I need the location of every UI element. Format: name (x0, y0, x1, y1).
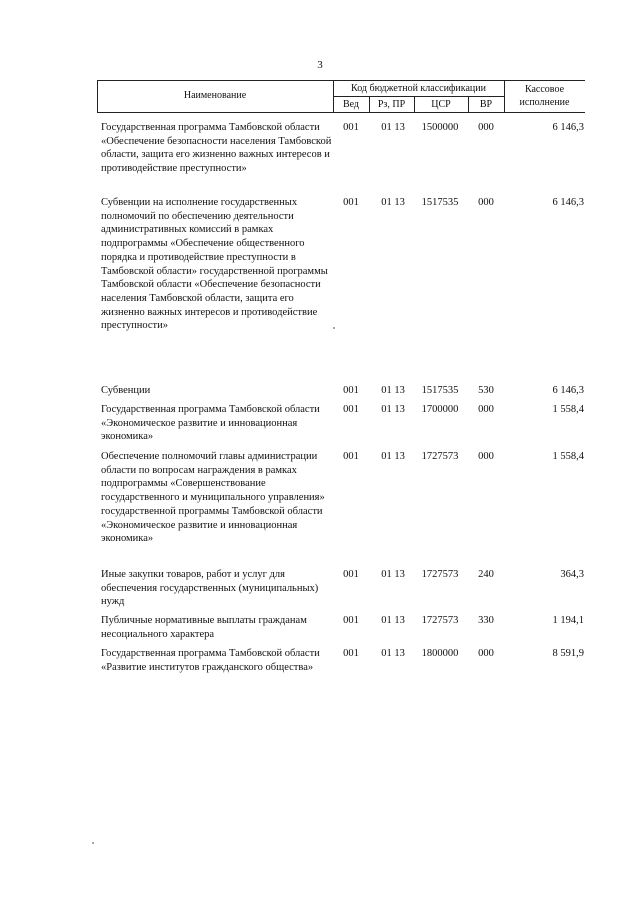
row-rz-pr: 01 13 (381, 451, 405, 462)
row-csr: 1800000 (421, 648, 459, 659)
row-vr: 240 (478, 569, 494, 580)
row-name: Субвенции (101, 385, 151, 396)
row-rz-pr: 01 13 (381, 385, 405, 396)
row-ved: 001 (343, 385, 359, 396)
row-vr: 000 (478, 648, 494, 659)
row-csr: 1500000 (421, 122, 459, 133)
row-ved: 001 (343, 648, 359, 659)
row-vr: 330 (478, 615, 494, 626)
header-rz-pr: Рз, ПР (377, 99, 406, 110)
row-csr: 1727573 (421, 569, 459, 580)
row-csr: 1517535 (421, 385, 459, 396)
row-vr: 530 (478, 385, 494, 396)
row-amount: 364,3 (560, 569, 584, 580)
page-number: 3 (317, 59, 323, 71)
scan-speck (92, 842, 94, 844)
row-amount: 1 558,4 (552, 404, 584, 415)
header-top-rule (97, 80, 585, 81)
header-execution-line2: исполнение (519, 97, 570, 108)
row-csr: 1517535 (421, 197, 459, 208)
header-code-group: Код бюджетной классификации (351, 83, 486, 94)
row-csr: 1700000 (421, 404, 459, 415)
row-csr: 1727573 (421, 615, 459, 626)
row-name: Субвенции на исполнение государственных полномочий по обеспечению деятельности административных комиссий в рамках подпрограммы «Обеспечение общественного порядка и противодействие преступности в Тамбовской области» государственной программы Тамбовской области «Обеспечение безопасности населения Тамбовской области, защита его жизненно важных интересов и противодействие преступности» (101, 197, 328, 332)
row-vr: 000 (478, 404, 494, 415)
row-rz-pr: 01 13 (381, 404, 405, 415)
row-rz-pr: 01 13 (381, 197, 405, 208)
row-ved: 001 (343, 615, 359, 626)
row-ved: 001 (343, 404, 359, 415)
row-ved: 001 (343, 122, 359, 133)
scan-speck (333, 327, 335, 329)
header-execution-line1: Кассовое (524, 84, 565, 95)
row-vr: 000 (478, 451, 494, 462)
row-ved: 001 (343, 569, 359, 580)
header-bottom-rule (97, 112, 585, 113)
row-rz-pr: 01 13 (381, 648, 405, 659)
row-ved: 001 (343, 451, 359, 462)
header-mid-rule (333, 96, 504, 97)
row-csr: 1727573 (421, 451, 459, 462)
row-amount: 6 146,3 (552, 197, 584, 208)
header-ved: Вед (342, 99, 360, 110)
row-name: Иные закупки товаров, работ и услуг для обеспечения государственных (муниципальных) нужд (101, 569, 319, 608)
row-name: Публичные нормативные выплаты гражданам несоциального характера (101, 615, 307, 640)
row-name: Обеспечение полномочий главы администрации области по вопросам награждения в рамках подпрограммы «Совершенствование государственного и муниципального управления» государственной программы Тамбовской области «Экономическое развитие и инновационная экономика» (101, 451, 325, 545)
row-vr: 000 (478, 197, 494, 208)
row-rz-pr: 01 13 (381, 615, 405, 626)
row-rz-pr: 01 13 (381, 569, 405, 580)
row-amount: 6 146,3 (552, 385, 584, 396)
row-vr: 000 (478, 122, 494, 133)
row-name: Государственная программа Тамбовской области «Экономическое развитие и инновационная экономика» (101, 404, 320, 443)
header-vr: ВР (479, 99, 493, 110)
row-rz-pr: 01 13 (381, 122, 405, 133)
row-ved: 001 (343, 197, 359, 208)
row-name: Государственная программа Тамбовской области «Обеспечение безопасности населения Тамбовской области, защита его жизненно важных интересов и противодействие преступности» (101, 122, 332, 175)
row-name: Государственная программа Тамбовской области «Развитие институтов гражданского общества» (101, 648, 320, 673)
row-amount: 6 146,3 (552, 122, 584, 133)
row-amount: 1 194,1 (552, 615, 584, 626)
header-csr: ЦСР (431, 99, 451, 110)
row-amount: 8 591,9 (552, 648, 584, 659)
header-name: Наименование (183, 90, 247, 101)
row-amount: 1 558,4 (552, 451, 584, 462)
